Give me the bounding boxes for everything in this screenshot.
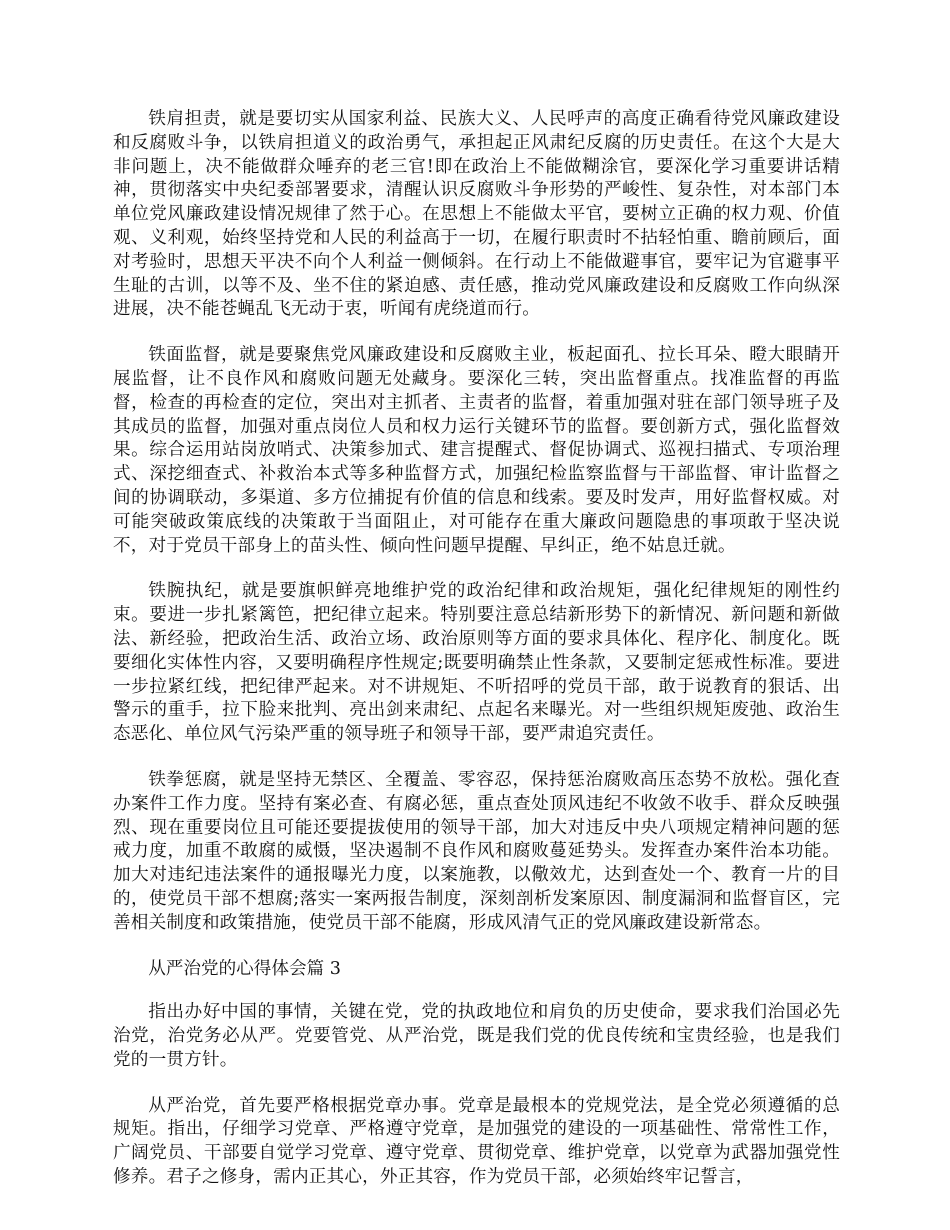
document-body bbox=[113, 108, 840, 1212]
paragraph-party-governance-intro: 指出办好中国的事情，关键在党，党的执政地位和肩负的历史使命，要求我们治国必先治党，治党务必从严。党要管党、从严治党，既是我们党的优良传统和宝贵经验，也是我们党的一贯方针。 bbox=[113, 1002, 840, 1070]
paragraph-iron-shoulder: 铁肩担责，就是要切实从国家利益、民族大义、人民呼声的高度正确看待党风廉政建设和反腐败斗争，以铁肩担道义的政治勇气，承担起正风肃纪反腐的历史责任。在这个大是大非问题上，决不能做群众唾弃的老三官!即在政治上不能做糊涂官，要深化学习重要讲话精神，贯彻落实中央纪委部署要求，清醒认识反腐败斗争形势的严峻性、复杂性，对本部门本单位党风廉政建设情况规律了然于心。在思想上不能做太平官，要树立正确的权力观、价值观、义利观，始终坚持党和人民的利益高于一切，在履行职责时不拈轻怕重、瞻前顾后，面对考验时，思想天平决不向个人利益一侧倾斜。在行动上不能做避事官，要牢记为官避事平生耻的古训，以等不及、坐不住的紧迫感、责任感，推动党风廉政建设和反腐败工作向纵深进展，决不能苍蝇乱飞无动于衷，听闻有虎绕道而行。 bbox=[113, 109, 840, 320]
paragraph-party-constitution: 从严治党，首先要严格根据党章办事。党章是最根本的党规党法，是全党必须遵循的总规矩。指出，仔细学习党章、严格遵守党章，是加强党的建设的一项基础性、常常性工作，广阔党员、干部要自觉学习党章、遵守党章、贯彻党章、维护党章，以党章为武器加强党性修养。君子之修身，需内正其心，外正其容，作为党员干部，必须始终牢记誓言， bbox=[113, 1095, 840, 1188]
section-heading: 从严治党的心得体会篇 3 bbox=[148, 958, 341, 979]
paragraph-iron-wrist-discipline: 铁腕执纪，就是要旗帜鲜亮地维护党的政治纪律和政治规矩，强化纪律规矩的刚性约束。要进一步扎紧篱笆，把纪律立起来。特别要注意总结新形势下的新情况、新问题和新做法、新经验，把政治生活、政治立场、政治原则等方面的要求具体化、程序化、制度化。既要细化实体性内容，又要明确程序性规定;既要明确禁止性条款，又要制定惩戒性标准。要进一步拉紧红线，把纪律严起来。对不讲规矩、不听招呼的党员干部，敢于说教育的狠话、出警示的重手，拉下脸来批判、亮出剑来肃纪、点起名来曝光。对一些组织规矩废弛、政治生态恶化、单位风气污染严重的领导班子和领导干部，要严肃追究责任。 bbox=[113, 581, 840, 745]
paragraph-iron-face-supervision: 铁面监督，就是要聚焦党风廉政建设和反腐败主业，板起面孔、拉长耳朵、瞪大眼睛开展监督，让不良作风和腐败问题无处藏身。要深化三转，突出监督重点。找准监督的再监督，检查的再检查的定位，突出对主抓者、主责者的监督，着重加强对驻在部门领导班子及其成员的监督，加强对重点岗位人员和权力运行关键环节的监督。要创新方式，强化监督效果。综合运用站岗放哨式、决策参加式、建言提醒式、督促协调式、巡视扫描式、专项治理式、深挖细查式、补救治本式等多种监督方式，加强纪检监察监督与干部监督、审计监督之间的协调联动，多渠道、多方位捕捉有价值的信息和线索。要及时发声，用好监督权威。对可能突破政策底线的决策敢于当面阻止，对可能存在重大廉政问题隐患的事项敢于坚决说不，对于党员干部身上的苗头性、倾向性问题早提醒、早纠正，绝不姑息迁就。 bbox=[113, 345, 840, 556]
paragraph-iron-fist-anticorruption: 铁拳惩腐，就是坚持无禁区、全覆盖、零容忍，保持惩治腐败高压态势不放松。强化查办案件工作力度。坚持有案必查、有腐必惩，重点查处顶风违纪不收敛不收手、群众反映强烈、现在重要岗位且可能还要提拔使用的领导干部，加大对违反中央八项规定精神问题的惩戒力度，加重不敢腐的威慑，坚决遏制不良作风和腐败蔓延势头。发挥查办案件治本功能。加大对违纪违法案件的通报曝光力度，以案施教，以儆效尤，达到查处一个、教育一片的目的，使党员干部不想腐;落实一案两报告制度，深刻剖析发案原因、制度漏洞和监督盲区，完善相关制度和政策措施，使党员干部不能腐，形成风清气正的党风廉政建设新常态。 bbox=[113, 769, 840, 933]
